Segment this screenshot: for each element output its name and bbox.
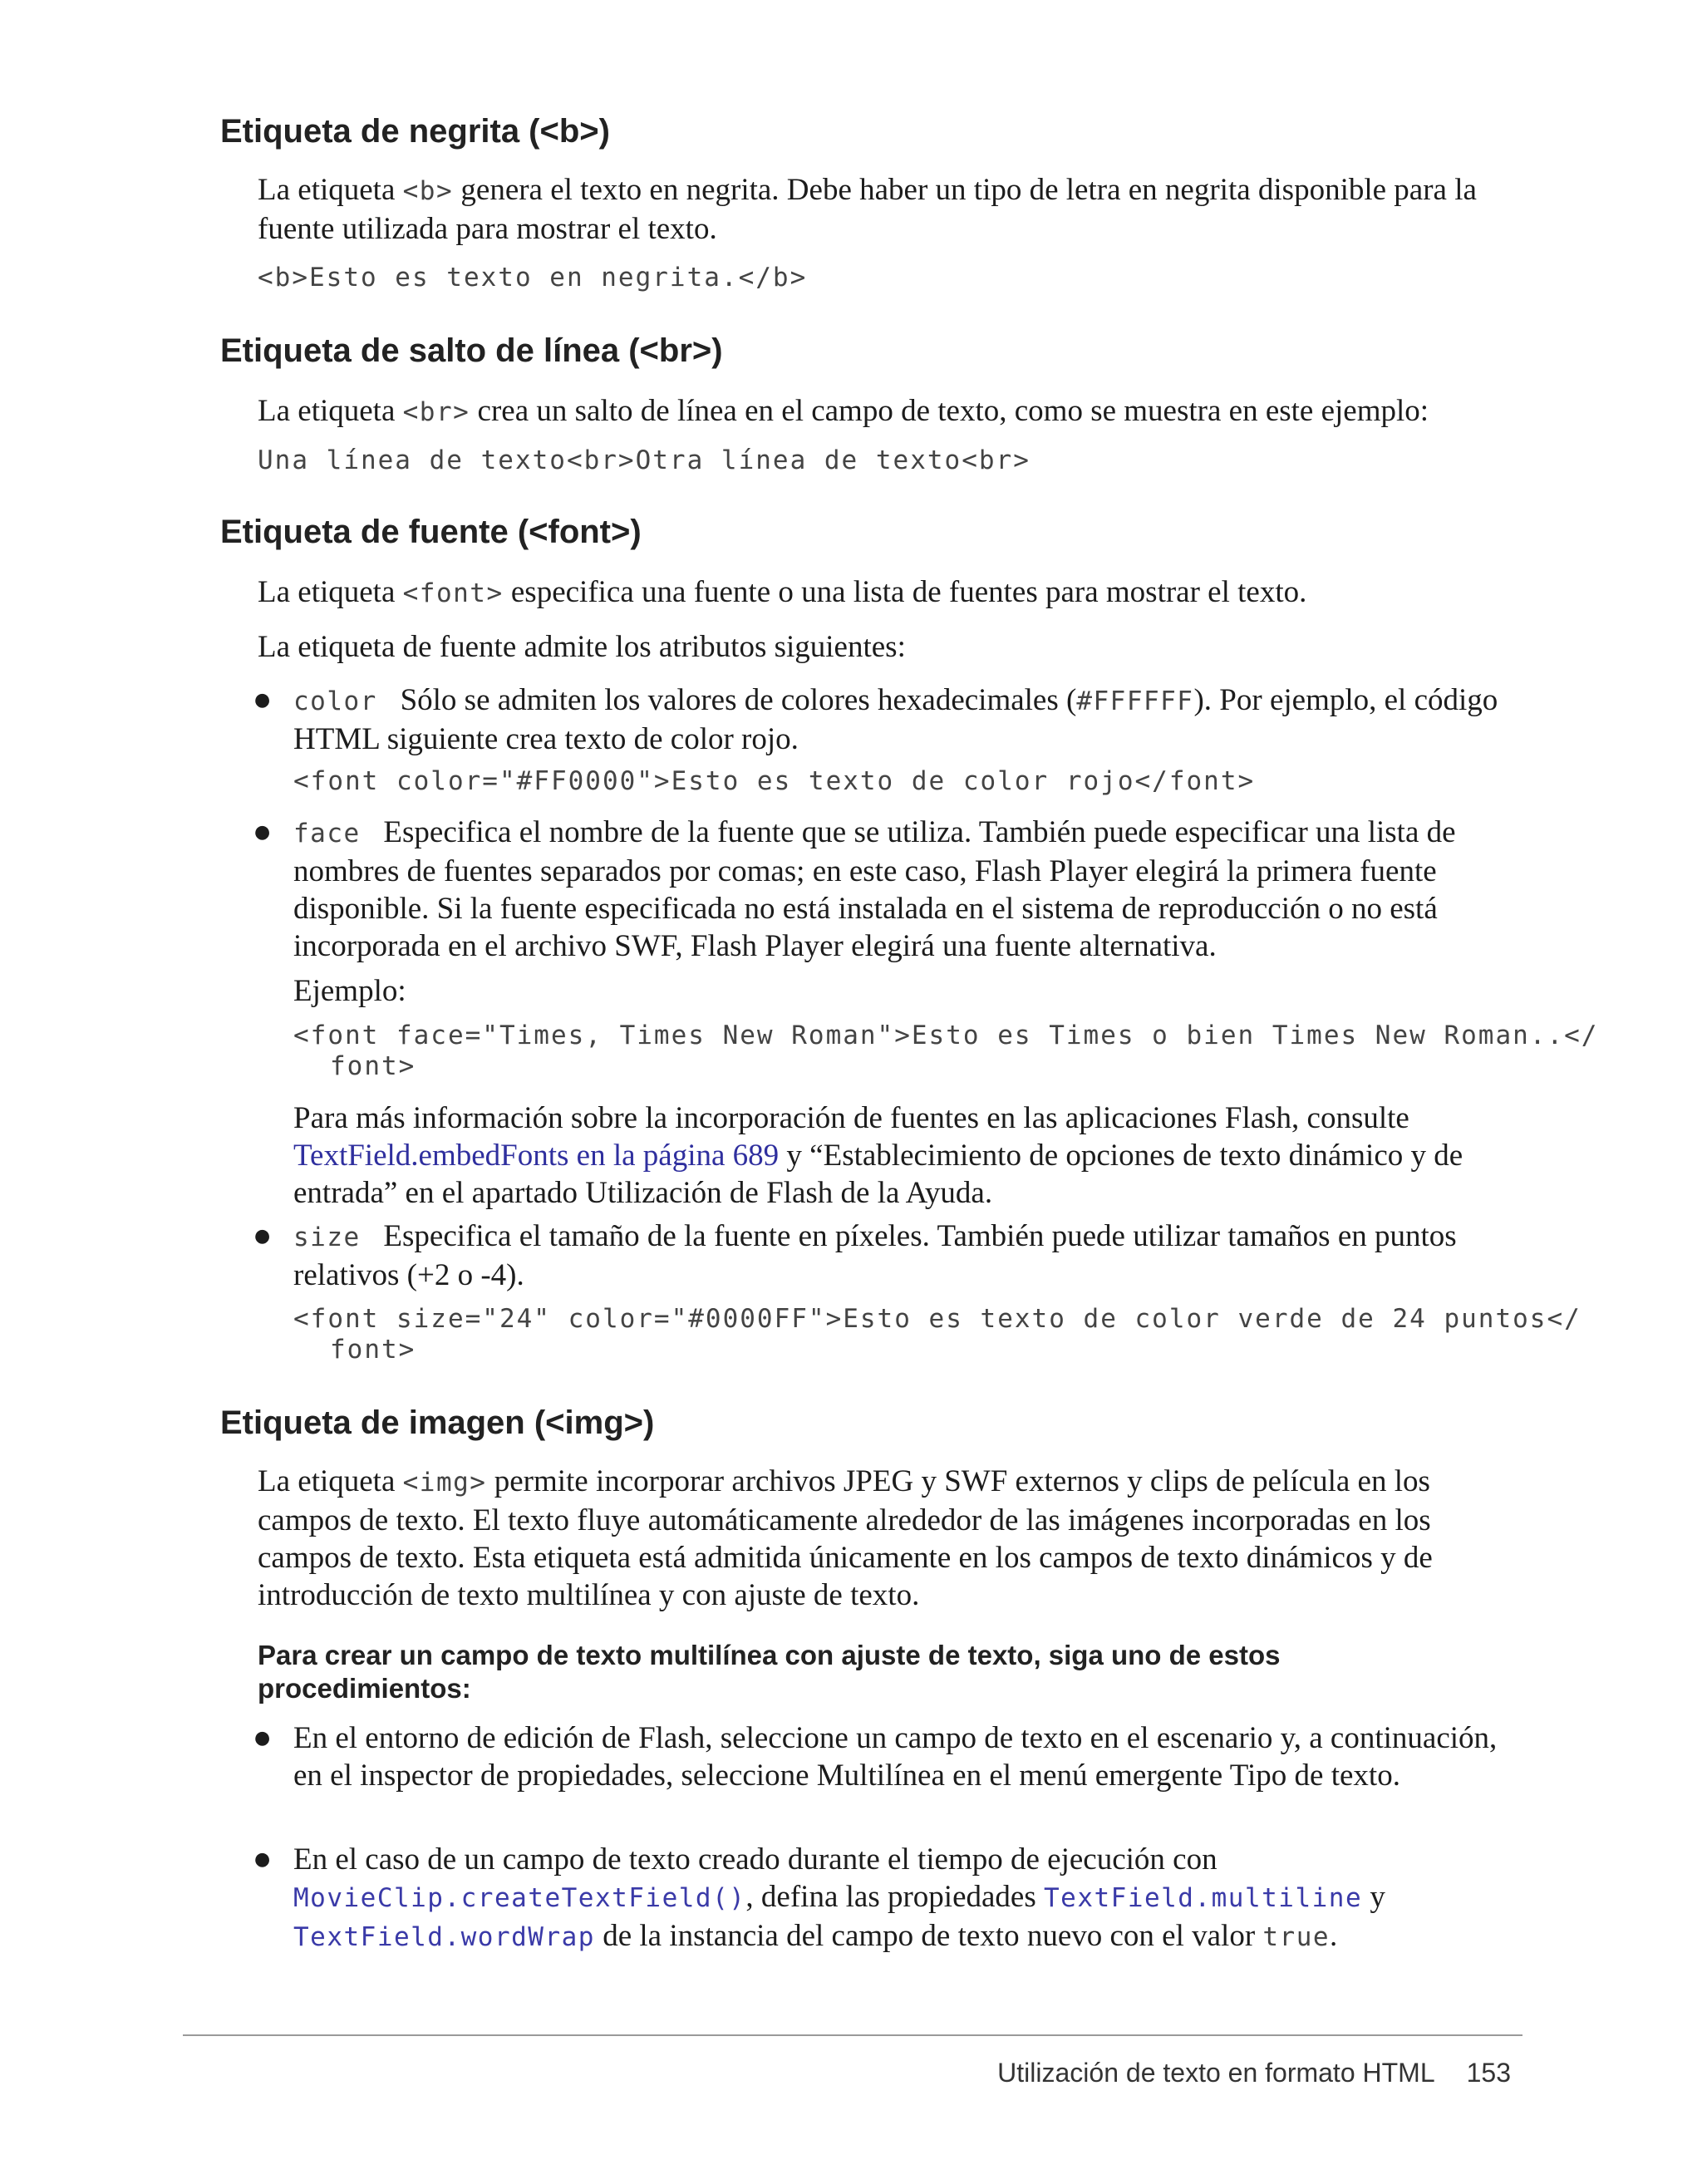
- heading-bold-tag: Etiqueta de negrita (<b>): [220, 113, 610, 150]
- create-text-field-link[interactable]: MovieClip.createTextField(): [293, 1883, 746, 1913]
- multiline-link[interactable]: TextField.multiline: [1044, 1883, 1363, 1913]
- font-face-example-label: Ejemplo:: [293, 974, 406, 1008]
- bullet-icon: [254, 692, 271, 709]
- text-fragment: ). Por ejemplo, el código HTML siguiente crea texto de color rojo.: [293, 683, 1498, 756]
- inline-code: true: [1262, 1922, 1331, 1952]
- procedure-step-authoring: En el entorno de edición de Flash, seleccione un campo de texto en el escenario y, a continuación, en el inspector de propiedades, seleccione Multilínea en el menú emergente Tipo de texto.: [293, 1721, 1498, 1793]
- inline-code: <font>: [402, 578, 504, 608]
- text-fragment: La etiqueta: [258, 394, 403, 428]
- font-size-code-line-1: <font size="24" color="#0000FF">Esto es texto de color verde de 24 puntos</: [293, 1304, 1581, 1334]
- font-color-code-example: <font color="#FF0000">Esto es texto de color rojo</font>: [293, 766, 1256, 796]
- heading-img-tag: Etiqueta de imagen (<img>): [220, 1404, 655, 1441]
- inline-code: #FFFFFF: [1076, 686, 1194, 716]
- embed-fonts-link[interactable]: TextField.embedFonts en la página 689: [293, 1139, 780, 1173]
- bullet-icon: [254, 824, 271, 841]
- font-size-attribute: [293, 1217, 1523, 1294]
- text-fragment: La etiqueta: [258, 173, 403, 207]
- br-code-example: Una línea de texto<br>Otra línea de texto<br>: [258, 445, 1031, 475]
- attribute-name: color: [293, 686, 377, 716]
- page-footer: [997, 2058, 1511, 2088]
- img-description: [258, 1463, 1521, 1614]
- inline-code: <img>: [402, 1468, 487, 1498]
- font-face-code-line-2: font>: [330, 1051, 416, 1081]
- heading-br-tag: Etiqueta de salto de línea (<br>): [220, 332, 723, 369]
- text-fragment: Sólo se admiten los valores de colores hexadecimales (: [400, 683, 1077, 717]
- page-number: 153: [1466, 2058, 1511, 2088]
- font-color-attribute: [293, 681, 1523, 758]
- bold-description: [258, 171, 1521, 248]
- font-embed-more-info: [293, 1099, 1523, 1212]
- inline-code: <b>: [402, 176, 454, 206]
- text-fragment: , defina las propiedades: [745, 1880, 1044, 1914]
- font-attributes-intro: La etiqueta de fuente admite los atributos siguientes:: [258, 630, 906, 664]
- text-fragment: Especifica el nombre de la fuente que se utiliza. También puede especificar una lista de nombres de fuentes separados por comas; en este caso, Flash Player elegirá la primera fuente disponible. Si la fuente especificada no está instalada en el sistema de reproducción o no está incorporada en el archivo SWF, Flash Player elegirá una fuente alternativa.: [293, 815, 1456, 963]
- text-fragment: En el caso de un campo de texto creado durante el tiempo de ejecución con: [293, 1842, 1217, 1877]
- text-fragment: permite incorporar archivos JPEG y SWF externos y clips de película en los campos de texto. El texto fluye automáticamente alrededor de las imágenes incorporadas en los campos de texto. Esta etiqueta está admitida únicamente en los campos de texto dinámicos y de introducción de texto multilínea y con ajuste de texto.: [258, 1464, 1433, 1612]
- bullet-icon: [254, 1852, 271, 1868]
- procedure-step-runtime: [293, 1841, 1523, 1956]
- text-fragment: Especifica el tamaño de la fuente en píxeles. También puede utilizar tamaños en puntos relativos (+2 o -4).: [293, 1219, 1457, 1292]
- bold-code-example: <b>Esto es texto en negrita.</b>: [258, 263, 808, 293]
- text-fragment: de la instancia del campo de texto nuevo con el valor: [594, 1919, 1263, 1953]
- text-fragment: La etiqueta: [258, 575, 403, 609]
- bullet-icon: [254, 1730, 271, 1747]
- attribute-name: size: [293, 1222, 361, 1252]
- footer-title: Utilización de texto en formato HTML: [997, 2058, 1435, 2088]
- heading-font-tag: Etiqueta de fuente (<font>): [220, 514, 642, 550]
- text-fragment: crea un salto de línea en el campo de texto, como se muestra en este ejemplo:: [470, 394, 1429, 428]
- attribute-name: face: [293, 819, 361, 849]
- text-fragment: .: [1330, 1919, 1338, 1953]
- footer-divider: [183, 2034, 1522, 2036]
- text-fragment: genera el texto en negrita. Debe haber un tipo de letra en negrita disponible para la fuente utilizada para mostrar el texto.: [258, 173, 1477, 246]
- text-fragment: Para más información sobre la incorporación de fuentes en las aplicaciones Flash, consulte: [293, 1101, 1409, 1135]
- br-description: [258, 392, 1521, 431]
- text-fragment: La etiqueta: [258, 1464, 403, 1498]
- font-face-code-line-1: <font face="Times, Times New Roman">Esto es Times o bien Times New Roman..</: [293, 1021, 1599, 1050]
- procedure-heading: Para crear un campo de texto multilínea con ajuste de texto, siga uno de estos procedimientos:: [258, 1640, 1281, 1704]
- text-fragment: especifica una fuente o una lista de fuentes para mostrar el texto.: [503, 575, 1307, 609]
- text-fragment: y: [1362, 1880, 1385, 1914]
- text-fragment: y “Establecimiento de opciones de texto dinámico y de entrada” en el apartado Utilización de Flash de la Ayuda.: [293, 1139, 1463, 1210]
- bullet-icon: [254, 1228, 271, 1245]
- word-wrap-link[interactable]: TextField.wordWrap: [293, 1922, 595, 1952]
- font-description: [258, 573, 1521, 612]
- font-size-code-line-2: font>: [330, 1335, 416, 1365]
- inline-code: <br>: [402, 397, 470, 427]
- font-face-attribute: [293, 814, 1523, 965]
